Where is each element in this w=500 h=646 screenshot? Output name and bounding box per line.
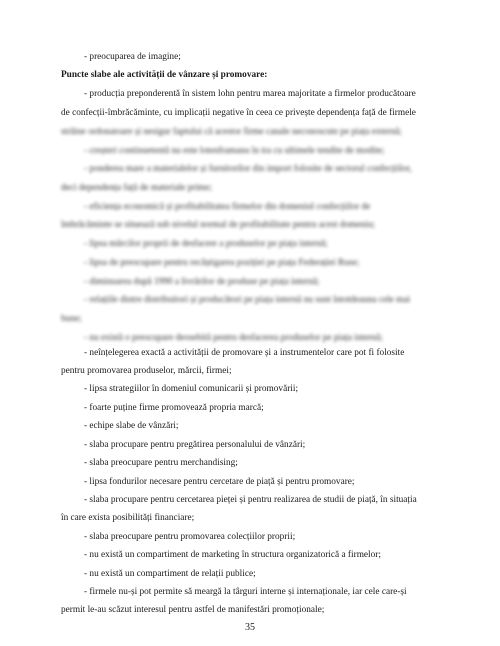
blurred-text-line: deci dependența față de materiale prime;	[61, 183, 212, 193]
bullet-public-relations: - nu există un compartiment de relații publice;	[84, 569, 256, 579]
bullet-communication-strategy: - lipsa strategiilor în domeniul comunicarii și promovării;	[84, 384, 299, 394]
blurred-text-line: bune;	[61, 314, 82, 324]
bullet-image-concern: - preocuparea de imagine;	[84, 52, 181, 62]
text-continuation: permit le-au scăzut interesul pentru astfel de manifestări promoționale;	[61, 605, 325, 615]
blurred-bullet: - nu există o preocupare deosebită pentru desfacerea produselor pe piața internă;	[84, 333, 383, 343]
blurred-bullet: - eficiența economică și profitabilitatea firmelor din domeniul confecțiilor de	[84, 202, 371, 212]
blurred-bullet: - diminuarea după 1990 a livrărilor de produse pe piața internă;	[84, 277, 320, 287]
bullet-marketing-department: - nu există un compartiment de marketing în structura organizatorică a firmelor;	[84, 550, 381, 560]
text-continuation: de confecții-îmbrăcăminte, cu implicații negative în ceea ce privește dependența față de firmele	[61, 108, 416, 118]
bullet-market-research: - slaba procupare pentru cercetarea pieței și pentru realizarea de studii de piață, în situația	[84, 495, 417, 505]
bullet-lohn-production: - producția preponderentă în sistem lohn pentru marea majoritate a firmelor producătoare	[84, 89, 416, 99]
text-continuation: pentru promovarea produselor, mărcii, firmei;	[61, 366, 232, 376]
bullet-funds: - lipsa fondurilor necesare pentru cercetare de piață și pentru promovare;	[84, 477, 355, 487]
bullet-sales-teams: - echipe slabe de vânzări;	[84, 421, 179, 431]
blurred-bullet: - lipsa mărcilor proprii de desfacere a produselor pe piața internă;	[84, 239, 328, 249]
blurred-bullet: - creșteri continuetentă nu este lotenframanu în tra cu ultimele tendite de modite;	[84, 146, 385, 156]
blurred-text-line: îmbrăcăminte se situează sub nivelul normal de profitabilitate pentru acest domeniu;	[61, 220, 375, 230]
blurred-bullet: - ponderea mare a materialelor și furnitorilor din import folosite de sectorul confecțiilor,	[84, 164, 412, 174]
blurred-bullet: - relațiile dintre distribuitori și producători pe piața internă nu sunt întotdeauna cele mai	[84, 295, 411, 305]
bullet-trade-fairs: - firmele nu-și pot permite să meargă la târguri interne și internaționale, iar cele care-și	[84, 587, 407, 597]
section-heading-weaknesses: Puncte slabe ale activității de vânzare și promovare:	[61, 70, 268, 80]
bullet-sales-training: - slaba procupare pentru pregătirea personalului de vânzări;	[84, 440, 306, 450]
bullet-merchandising: - slaba preocupare pentru merchandising;	[84, 458, 238, 468]
page-number: 35	[245, 622, 255, 633]
bullet-collections: - slaba preocupare pentru promovarea colecțiilor proprii;	[84, 532, 296, 542]
blurred-text-line: străine ordonatoare și nesigur faptului că acestor firme canale neconoscute pe piața externă;	[61, 127, 402, 137]
text-continuation: în care exista posibilități financiare;	[61, 513, 195, 523]
bullet-brand-promotion: - foarte puține firme promovează propria marcă;	[84, 403, 264, 413]
blurred-bullet: - lipsa de preocupare pentru recâștigarea poziției pe piața Federației Ruse;	[84, 258, 360, 268]
bullet-promotion-misunderstanding: - neînțelegerea exactă a activității de promovare și a instrumentelor care pot fi folosite	[84, 348, 405, 358]
